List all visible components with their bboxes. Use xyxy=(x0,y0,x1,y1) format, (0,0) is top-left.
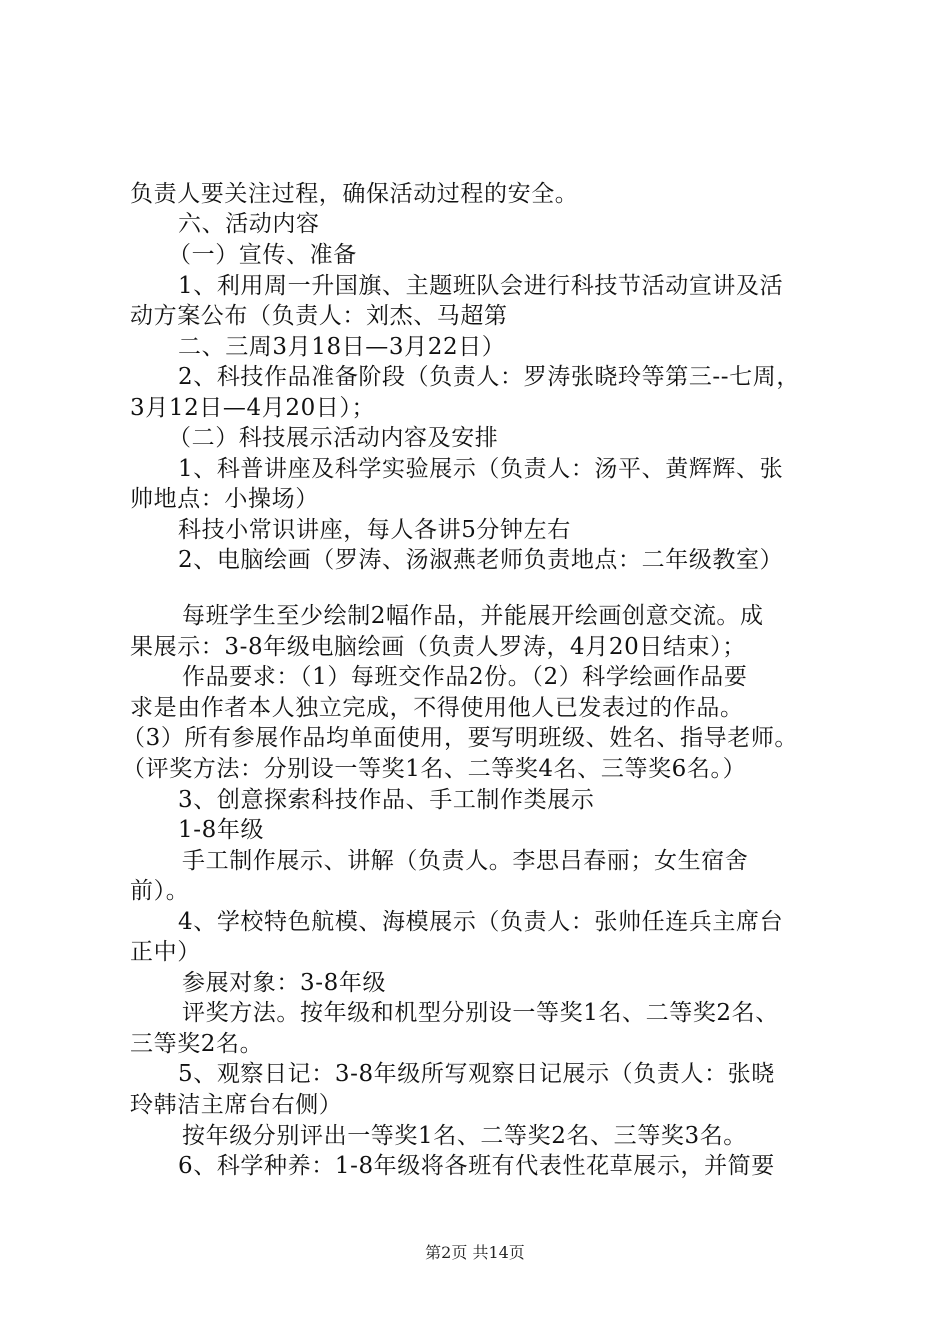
section-heading: 六、活动内容 xyxy=(178,211,320,237)
text-line: 帅地点：小操场） xyxy=(130,486,319,512)
text-line: 作品要求：（1）每班交作品2份。（2）科学绘画作品要 xyxy=(182,664,748,690)
text-line: 2、电脑绘画（罗涛、汤淑燕老师负责地点：二年级教室） xyxy=(178,547,784,573)
subsection-heading: （二）科技展示活动内容及安排 xyxy=(168,425,499,451)
text-line: 每班学生至少绘制2幅作品，并能展开绘画创意交流。成 xyxy=(182,603,764,629)
text-line: 1、利用周一升国旗、主题班队会进行科技节活动宣讲及活 xyxy=(178,273,784,299)
text-line: 科技小常识讲座，每人各讲5分钟左右 xyxy=(178,517,571,543)
text-line: 3月12日—4月20日）； xyxy=(130,395,376,421)
text-line: 玲韩洁主席台右侧） xyxy=(130,1092,343,1118)
text-line: 3、创意探索科技作品、手工制作类展示 xyxy=(178,787,595,813)
text-line: 动方案公布（负责人：刘杰、马超第 xyxy=(130,303,508,329)
text-line: 前）。 xyxy=(130,878,190,904)
text-line: 正中） xyxy=(130,939,201,965)
text-line: 三等奖2名。 xyxy=(130,1031,264,1057)
text-line: （3）所有参展作品均单面使用，要写明班级、姓名、指导老师。 xyxy=(122,725,799,751)
text-line: 果展示：3-8年级电脑绘画（负责人罗涛，4月20日结束）； xyxy=(130,634,746,660)
subsection-heading: （一）宣传、准备 xyxy=(168,242,357,268)
text-line: 2、科技作品准备阶段（负责人：罗涛张晓玲等第三--七周， xyxy=(178,364,800,390)
text-line: 按年级分别评出一等奖1名、二等奖2名、三等奖3名。 xyxy=(182,1123,747,1149)
text-line: （评奖方法：分别设一等奖1名、二等奖4名、三等奖6名。） xyxy=(122,756,747,782)
text-line: 4、学校特色航模、海模展示（负责人：张帅任连兵主席台 xyxy=(178,909,784,935)
text-line: 1-8年级 xyxy=(178,817,265,843)
text-line: 6、科学种养：1-8年级将各班有代表性花草展示，并简要 xyxy=(178,1153,775,1179)
text-line: 负责人要关注过程，确保活动过程的安全。 xyxy=(130,181,579,207)
text-line: 手工制作展示、讲解（负责人。李思吕春丽；女生宿舍 xyxy=(182,848,749,874)
text-line: 5、观察日记：3-8年级所写观察日记展示（负责人：张晓 xyxy=(178,1061,775,1087)
text-line: 二、三周3月18日—3月22日） xyxy=(178,334,506,360)
text-line: 参展对象：3-8年级 xyxy=(182,970,387,996)
text-line: 求是由作者本人独立完成，不得使用他人已发表过的作品。 xyxy=(130,695,744,721)
text-line: 1、科普讲座及科学实验展示（负责人：汤平、黄辉辉、张 xyxy=(178,456,784,482)
page-number-footer: 第2页 共14页 xyxy=(425,1243,525,1262)
text-line: 评奖方法。按年级和机型分别设一等奖1名、二等奖2名、 xyxy=(182,1000,779,1026)
